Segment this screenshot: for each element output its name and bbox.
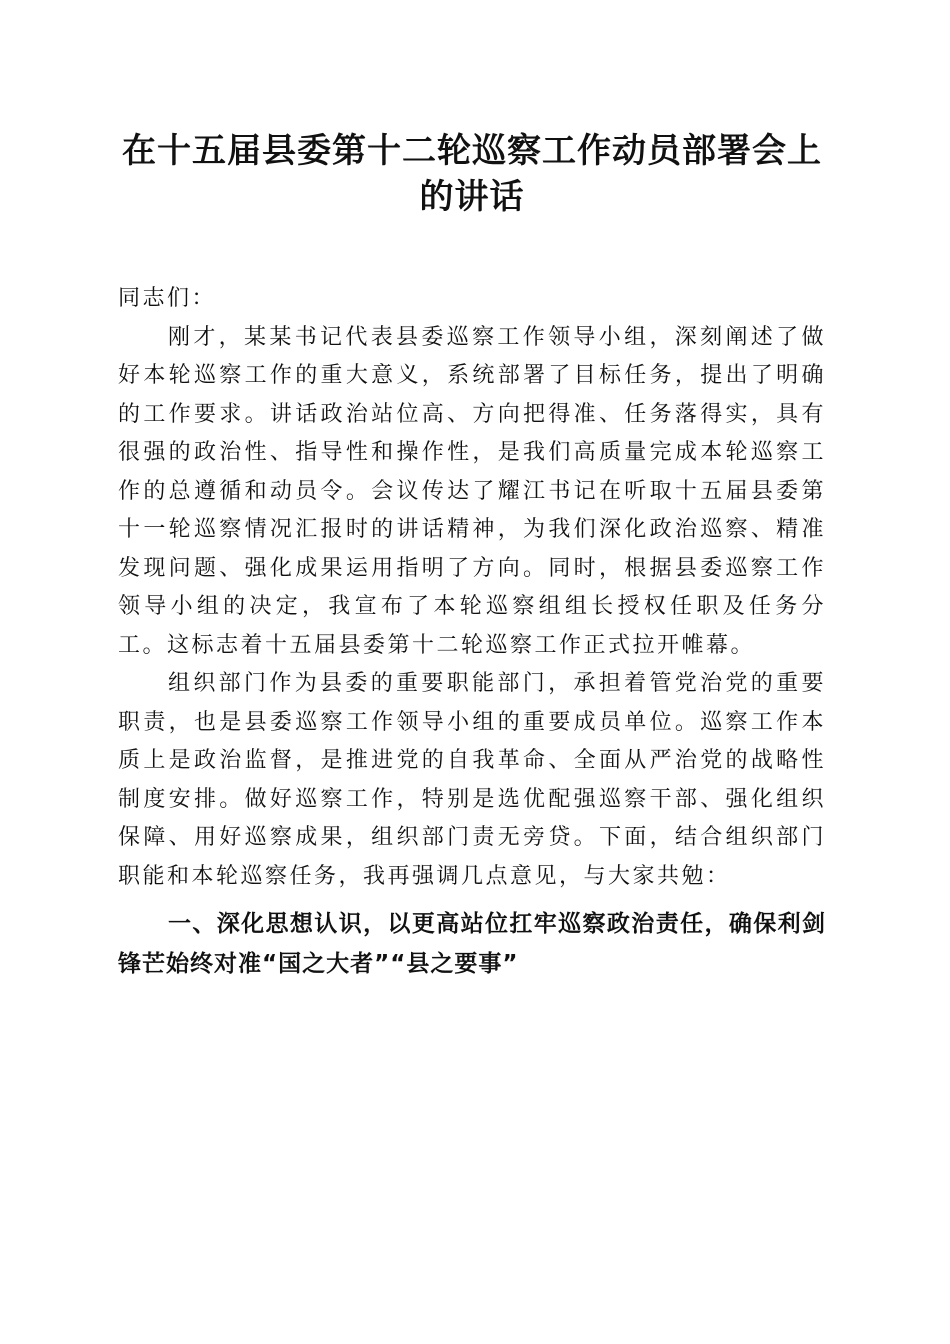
document-title: 在十五届县委第十二轮巡察工作动员部署会上的讲话: [122, 131, 822, 217]
paragraph-2: 组织部门作为县委的重要职能部门，承担着管党治党的重要职责，也是县委巡察工作领导小组的重要成员单位。巡察工作本质上是政治监督，是推进党的自我革命、全面从严治党的战略性制度安排。做好巡察工作，特别是选优配强巡察干部、强化组织保障、用好巡察成果，组织部门责无旁贷。下面，结合组织部门职能和本轮巡察任务，我再强调几点意见，与大家共勉：: [118, 671, 826, 889]
document-page: [118, 128, 826, 984]
paragraph-1: 刚才，某某书记代表县委巡察工作领导小组，深刻阐述了做好本轮巡察工作的重大意义，系统部署了目标任务，提出了明确的工作要求。讲话政治站位高、方向把得准、任务落得实，具有很强的政治性、指导性和操作性，是我们高质量完成本轮巡察工作的总遵循和动员令。会议传达了耀江书记在听取十五届县委第十一轮巡察情况汇报时的讲话精神，为我们深化政治巡察、精准发现问题、强化成果运用指明了方向。同时，根据县委巡察工作领导小组的决定，我宣布了本轮巡察组组长授权任职及任务分工。这标志着十五届县委第十二轮巡察工作正式拉开帷幕。: [118, 324, 826, 658]
salutation: 同志们：: [118, 286, 217, 311]
section-heading-1: 一、深化思想认识，以更高站位扛牢巡察政治责任，确保利剑锋芒始终对准“国之大者”“县之要事”: [118, 911, 826, 977]
